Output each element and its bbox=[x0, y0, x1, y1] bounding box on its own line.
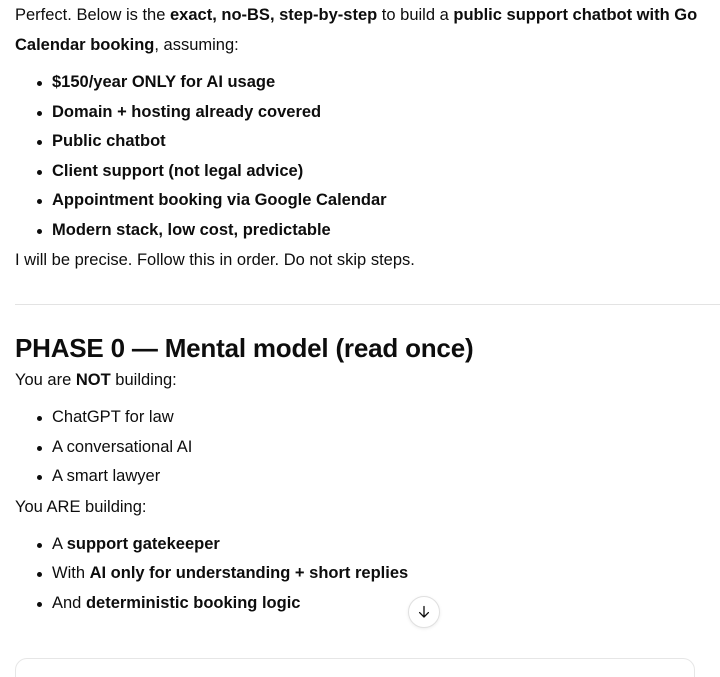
assumptions-list bbox=[15, 68, 720, 245]
are-building-prefix: With bbox=[52, 564, 90, 582]
are-building-bold: AI only for understanding + short replies bbox=[89, 564, 409, 582]
list-item bbox=[15, 98, 720, 128]
are-building-bold: support gatekeeper bbox=[66, 534, 220, 553]
assumption-label: Domain + hosting already covered bbox=[52, 102, 322, 121]
are-building-prefix: A bbox=[52, 534, 67, 553]
list-item bbox=[15, 127, 720, 157]
precise-note: I will be precise. Follow this in order. Do not skip steps. bbox=[15, 251, 415, 269]
not-building-text-1: You are bbox=[15, 371, 76, 389]
intro-text-2: to build a bbox=[377, 6, 454, 24]
bottom-content-card bbox=[15, 658, 695, 677]
list-item bbox=[15, 462, 720, 492]
assumption-label: Modern stack, low cost, predictable bbox=[52, 220, 331, 239]
are-building-bold: deterministic booking logic bbox=[85, 593, 301, 612]
assumption-label: Client support (not legal advice) bbox=[52, 161, 304, 180]
not-building-item: A conversational AI bbox=[52, 437, 193, 456]
not-building-text-2: building: bbox=[110, 371, 177, 389]
not-building-bold: NOT bbox=[75, 371, 111, 389]
intro-paragraph-line1 bbox=[15, 0, 720, 30]
list-item bbox=[15, 433, 720, 463]
section-divider bbox=[15, 304, 720, 305]
assumption-label: Public chatbot bbox=[52, 132, 166, 150]
intro-paragraph-line2 bbox=[15, 30, 720, 60]
assumption-label: $150/year ONLY for AI usage bbox=[52, 73, 276, 91]
not-building-item: ChatGPT for law bbox=[52, 408, 174, 426]
arrow-down-icon bbox=[416, 604, 432, 620]
intro-bold-2: public support chatbot with Go bbox=[453, 6, 698, 24]
are-building-label: You ARE building: bbox=[15, 497, 147, 516]
assumption-label: Appointment booking via Google Calendar bbox=[52, 191, 387, 209]
phase-heading: PHASE 0 — Mental model (read once) bbox=[15, 333, 474, 363]
scroll-to-bottom-button[interactable] bbox=[408, 596, 440, 628]
are-building-prefix: And bbox=[52, 593, 86, 612]
not-building-label bbox=[15, 365, 720, 395]
list-item bbox=[15, 559, 720, 589]
intro-bold-3: Calendar booking bbox=[15, 36, 155, 54]
list-item bbox=[15, 403, 720, 433]
are-building-list bbox=[15, 530, 720, 619]
intro-bold-1: exact, no-BS, step-by-step bbox=[170, 6, 378, 24]
list-item bbox=[15, 216, 720, 246]
list-item bbox=[15, 530, 720, 560]
list-item bbox=[15, 157, 720, 187]
intro-text-1: Perfect. Below is the bbox=[15, 6, 170, 24]
list-item bbox=[15, 68, 720, 98]
list-item bbox=[15, 589, 720, 619]
list-item bbox=[15, 186, 720, 216]
intro-text-3: , assuming: bbox=[154, 36, 239, 54]
not-building-list bbox=[15, 403, 720, 492]
not-building-item: A smart lawyer bbox=[52, 467, 161, 485]
